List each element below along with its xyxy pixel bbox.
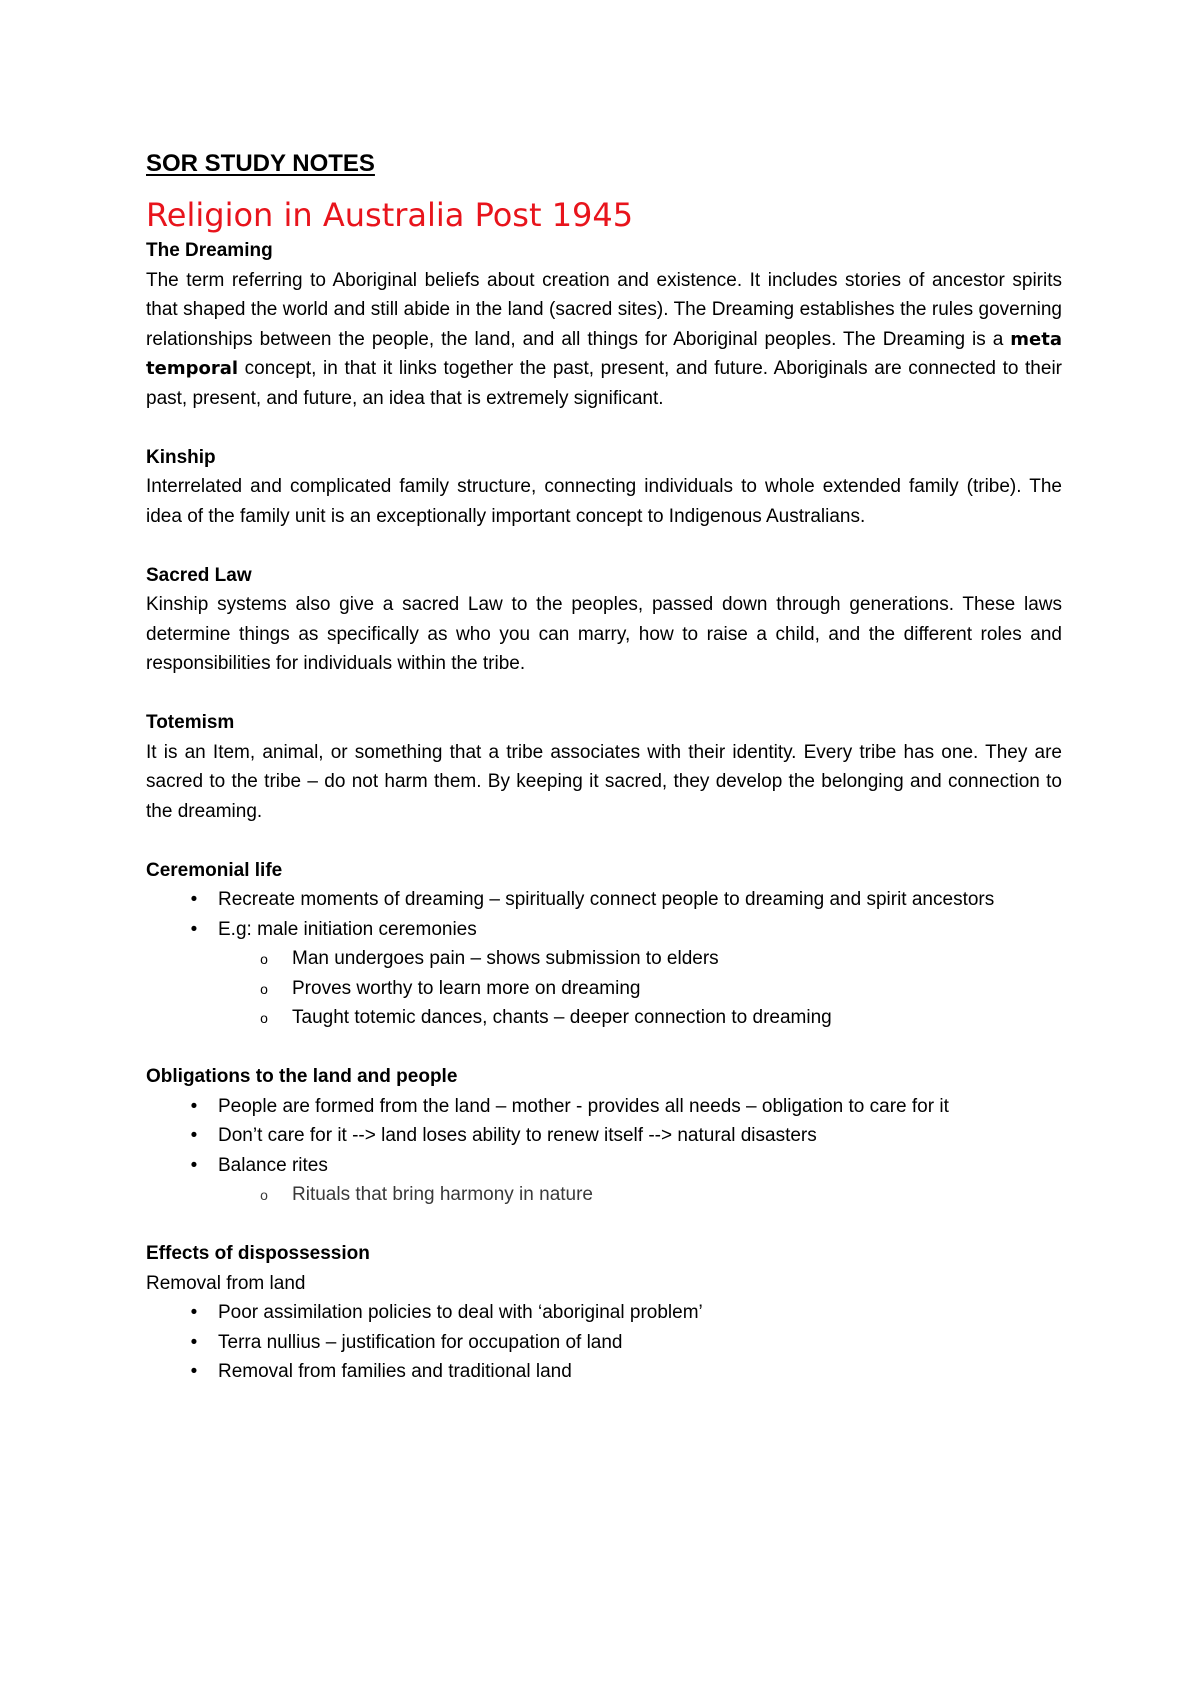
spacer <box>146 1033 1062 1063</box>
section-totemism <box>146 708 1062 826</box>
term-meta-temporal: meta temporal <box>146 328 1062 379</box>
bullet-list-obligations <box>146 1092 1062 1210</box>
section-obligations <box>146 1062 1062 1210</box>
sub-list-balance-rites <box>146 1180 1062 1210</box>
bullet-list-ceremonial <box>146 885 1062 1033</box>
sub-list-item <box>146 1180 1062 1210</box>
section-kinship <box>146 443 1062 532</box>
bullet-icon: • <box>190 1154 198 1176</box>
subheading-removal-from-land: Removal from land <box>146 1272 306 1294</box>
bullet-icon: • <box>190 889 198 910</box>
section-heading-ceremonial-life: Ceremonial life <box>146 859 283 881</box>
sub-list-item <box>146 1003 1062 1033</box>
circle-bullet-icon: o <box>260 1187 268 1203</box>
paragraph-sacred-law: Kinship systems also give a sacred Law to the peoples, passed down through generations. These laws determine things as specifically as who you can marry, how to raise a child, and the different roles and responsibilities for individuals within the tribe. <box>146 594 1062 674</box>
list-item-text: Removal from families and traditional land <box>218 1361 572 1382</box>
main-heading: Religion in Australia Post 1945 <box>146 196 634 234</box>
sub-list-item-text: Proves worthy to learn more on dreaming <box>292 977 641 999</box>
list-item <box>146 1357 1062 1387</box>
list-item-text: Recreate moments of dreaming – spiritually connect people to dreaming and spirit ancestors <box>218 889 995 910</box>
circle-bullet-icon: o <box>260 1010 268 1026</box>
list-item <box>146 1328 1062 1358</box>
list-item <box>146 1151 1062 1210</box>
list-item-text: Poor assimilation policies to deal with ‘aboriginal problem’ <box>218 1302 703 1323</box>
document-title: SOR STUDY NOTES <box>146 150 375 177</box>
paragraph-dreaming-part2: concept, in that it links together the past, present, and future. Aboriginals are connected to their past, present, and future, an idea that is extremely significant. <box>146 358 1062 409</box>
spacer <box>146 826 1062 856</box>
list-item-text: Don’t care for it --> land loses ability to renew itself --> natural disasters <box>218 1125 817 1146</box>
sub-list-item <box>146 974 1062 1004</box>
spacer <box>146 1210 1062 1240</box>
sub-list-initiation <box>146 944 1062 1033</box>
spacer <box>146 679 1062 709</box>
section-sacred-law <box>146 561 1062 679</box>
section-dispossession <box>146 1239 1062 1387</box>
sub-list-item-text: Man undergoes pain – shows submission to elders <box>292 948 719 969</box>
bullet-icon: • <box>190 1361 198 1382</box>
section-heading-dispossession: Effects of dispossession <box>146 1243 370 1264</box>
paragraph-dreaming <box>146 266 1062 414</box>
bullet-icon: • <box>190 918 198 940</box>
bullet-icon: • <box>190 1095 198 1117</box>
list-item <box>146 885 1062 915</box>
list-item-text: People are formed from the land – mother - provides all needs – obligation to care for it <box>218 1095 949 1117</box>
sub-list-item <box>146 944 1062 974</box>
bullet-icon: • <box>190 1331 198 1353</box>
section-heading-kinship: Kinship <box>146 446 216 468</box>
list-item <box>146 1121 1062 1151</box>
circle-bullet-icon: o <box>260 980 268 997</box>
list-item-text: E.g: male initiation ceremonies <box>218 918 477 940</box>
spacer <box>146 531 1062 561</box>
list-item <box>146 1092 1062 1122</box>
paragraph-totemism: It is an Item, animal, or something that a tribe associates with their identity. Every tribe has one. They are sacred to the tribe – do not harm them. By keeping it sacred, they develop the belonging and connection to the dreaming. <box>146 741 1062 822</box>
list-item-text: Terra nullius – justification for occupation of land <box>218 1331 623 1353</box>
bullet-list-dispossession <box>146 1298 1062 1387</box>
section-heading-totemism: Totemism <box>146 712 235 733</box>
document-page <box>146 148 1062 1387</box>
spacer <box>146 413 1062 443</box>
list-item-text: Balance rites <box>218 1154 328 1176</box>
sub-list-item-text: Taught totemic dances, chants – deeper connection to dreaming <box>292 1007 832 1028</box>
section-heading-sacred-law: Sacred Law <box>146 564 252 586</box>
section-heading-obligations: Obligations to the land and people <box>146 1066 458 1087</box>
list-item <box>146 1298 1062 1328</box>
section-dreaming <box>146 236 1062 413</box>
section-ceremonial-life <box>146 856 1062 1033</box>
paragraph-dreaming-part1: The term referring to Aboriginal beliefs about creation and existence. It includes stories of ancestor spirits that shaped the world and still abide in the land (sacred sites). The Dreaming establishes the rules governing relationships between the people, the land, and all things for Aboriginal peoples. The Dreaming is a <box>146 269 1062 350</box>
bullet-icon: • <box>190 1302 198 1323</box>
bullet-icon: • <box>190 1125 198 1146</box>
sub-list-item-text: Rituals that bring harmony in nature <box>292 1184 593 1205</box>
list-item <box>146 915 1062 1033</box>
section-heading-dreaming: The Dreaming <box>146 240 273 261</box>
paragraph-kinship: Interrelated and complicated family structure, connecting individuals to whole extended family (tribe). The idea of the family unit is an exceptionally important concept to Indigenous Australians. <box>146 476 1062 527</box>
circle-bullet-icon: o <box>260 951 268 967</box>
